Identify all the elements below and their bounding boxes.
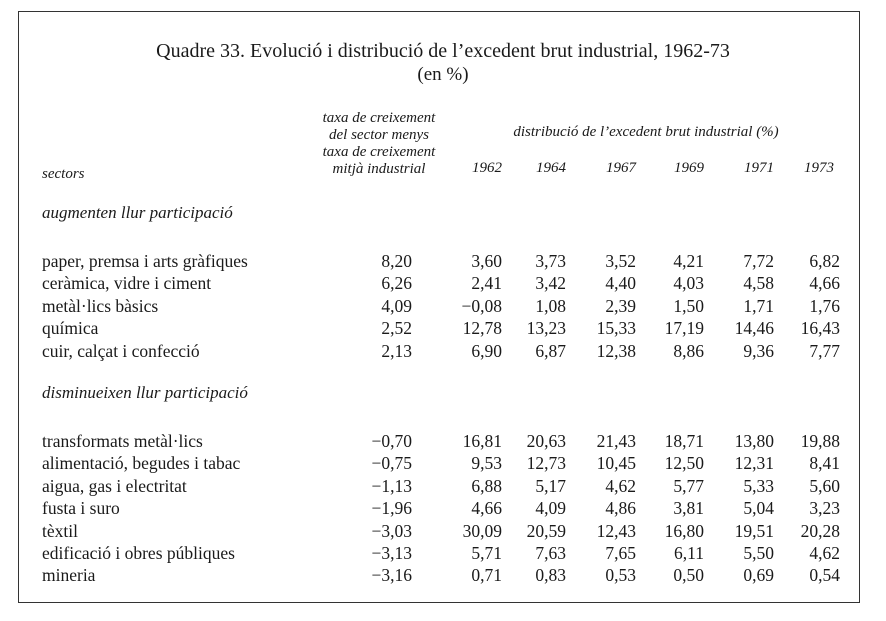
rate-header-line: taxa de creixement	[322, 110, 436, 126]
distribution-cell: 12,50	[664, 453, 704, 474]
table-row	[0, 251, 886, 273]
distribution-cell: 3,60	[471, 251, 502, 271]
distribution-cell: 1,76	[809, 295, 840, 316]
sector-name: edificació i obres públiques	[42, 543, 235, 563]
distribution-cell: 4,66	[809, 273, 840, 294]
table-row	[0, 521, 886, 543]
rate-value: 8,20	[381, 251, 412, 271]
distribution-cell: 2,39	[605, 295, 636, 316]
distribution-cell: 5,50	[743, 543, 774, 563]
distribution-cell: 4,62	[605, 475, 636, 496]
distribution-cell: 4,21	[673, 251, 704, 271]
rate-header-line: del sector menys	[329, 127, 429, 143]
rate-value: −0,70	[371, 431, 412, 451]
year-header: 1964	[536, 160, 566, 176]
distribution-cell: 16,81	[462, 431, 502, 451]
distribution-cell: 5,77	[673, 475, 704, 496]
distribution-cell: 7,65	[605, 543, 636, 563]
distribution-cell: 16,43	[800, 318, 840, 339]
rate-value: 6,26	[381, 273, 412, 294]
table-row	[0, 476, 886, 498]
distribution-cell: 9,36	[743, 340, 774, 361]
distribution-cell: 13,80	[734, 431, 774, 451]
distribution-cell: 15,33	[596, 318, 636, 339]
distribution-cell: 4,40	[605, 273, 636, 294]
distribution-cell: 5,17	[535, 475, 566, 496]
distribution-cell: 6,90	[471, 340, 502, 361]
distribution-cell: 3,23	[809, 498, 840, 519]
rate-value: 2,13	[381, 340, 412, 361]
sector-name: metàl·lics bàsics	[42, 295, 159, 316]
distribution-cell: 7,77	[809, 340, 840, 361]
sector-name: transformats metàl·lics	[42, 431, 203, 451]
table-row	[0, 543, 886, 565]
rate-value: −3,03	[371, 520, 412, 541]
distribution-cell: 14,46	[734, 318, 774, 339]
distribution-cell: 20,28	[800, 520, 840, 541]
distribution-cell: 0,83	[535, 565, 566, 586]
rate-column-header	[300, 110, 458, 178]
distribution-cell: 21,43	[596, 431, 636, 451]
rate-value: −1,96	[371, 498, 412, 519]
distribution-cell: 4,66	[471, 498, 502, 519]
distribution-cell: 5,71	[471, 543, 502, 563]
sector-name: fusta i suro	[42, 498, 120, 519]
distribution-cell: 7,72	[743, 251, 774, 271]
rate-header-line: taxa de creixement	[322, 144, 436, 160]
table-row	[0, 431, 886, 453]
table-row	[0, 453, 886, 475]
distribution-cell: 4,09	[535, 498, 566, 519]
year-header: 1967	[606, 160, 636, 176]
rate-value: −3,13	[371, 543, 412, 563]
sector-name: mineria	[42, 565, 96, 586]
distribution-cell: 10,45	[596, 453, 636, 474]
sectors-header: sectors	[42, 166, 85, 182]
rate-value: −0,75	[371, 453, 412, 474]
distribution-cell: 12,38	[596, 340, 636, 361]
distribution-cell: 6,87	[535, 340, 566, 361]
table-row	[0, 498, 886, 520]
distribution-cell: 4,62	[809, 543, 840, 563]
distribution-cell: 4,58	[743, 273, 774, 294]
sector-name: tèxtil	[42, 520, 78, 541]
distribution-cell: 18,71	[664, 431, 704, 451]
sector-name: cuir, calçat i confecció	[42, 340, 200, 361]
distribution-cell: 6,11	[674, 543, 704, 563]
distribution-cell: 4,03	[673, 273, 704, 294]
table-row	[0, 341, 886, 363]
distribution-cell: 6,88	[471, 475, 502, 496]
distribution-cell: 0,50	[673, 565, 704, 586]
table-row	[0, 296, 886, 318]
distribution-cell: 3,52	[605, 251, 636, 271]
year-header: 1971	[744, 160, 774, 176]
distribution-cell: 30,09	[462, 520, 502, 541]
table-row	[0, 565, 886, 587]
table-row	[0, 318, 886, 340]
distribution-cell: 6,82	[809, 251, 840, 271]
rate-value: 2,52	[381, 318, 412, 339]
distribution-cell: 12,78	[462, 318, 502, 339]
table-row	[0, 273, 886, 295]
sector-name: aigua, gas i electritat	[42, 475, 187, 496]
year-header: 1973	[804, 160, 834, 176]
sector-name: paper, premsa i arts gràfiques	[42, 251, 248, 271]
distribution-cell: 16,80	[664, 520, 704, 541]
distribution-cell: 9,53	[471, 453, 502, 474]
distribution-cell: 4,86	[605, 498, 636, 519]
distribution-cell: 19,51	[734, 520, 774, 541]
distribution-cell: 1,08	[535, 295, 566, 316]
distribution-cell: 5,60	[809, 475, 840, 496]
section-label: augmenten llur participació	[42, 203, 233, 222]
distribution-cell: 0,69	[743, 565, 774, 586]
distribution-cell: 19,88	[800, 431, 840, 451]
distribution-cell: 5,04	[743, 498, 774, 519]
rate-value: −3,16	[371, 565, 412, 586]
distribution-cell: 3,42	[535, 273, 566, 294]
distribution-cell: 17,19	[664, 318, 704, 339]
distribution-cell: 0,54	[809, 565, 840, 586]
distribution-cell: 20,63	[526, 431, 566, 451]
sector-name: ceràmica, vidre i ciment	[42, 273, 212, 294]
distribution-cell: 8,41	[809, 453, 840, 474]
table-title: Quadre 33. Evolució i distribució de l’excedent brut industrial, 1962-73	[156, 40, 730, 62]
distribution-cell: 7,63	[535, 543, 566, 563]
rate-value: 4,09	[381, 295, 412, 316]
rate-header-line: mitjà industrial	[332, 161, 426, 177]
distribution-cell: 5,33	[743, 475, 774, 496]
distribution-header: distribució de l’excedent brut industrial (%)	[513, 124, 779, 140]
distribution-cell: 0,53	[605, 565, 636, 586]
distribution-cell: 12,73	[526, 453, 566, 474]
rate-value: −1,13	[371, 475, 412, 496]
year-header: 1969	[674, 160, 704, 176]
distribution-cell: 3,73	[535, 251, 566, 271]
distribution-cell: 12,43	[596, 520, 636, 541]
distribution-cell: 8,86	[673, 340, 704, 361]
section-label: disminueixen llur participació	[42, 383, 248, 402]
distribution-cell: −0,08	[461, 295, 502, 316]
distribution-cell: 3,81	[673, 498, 704, 519]
distribution-cell: 20,59	[526, 520, 566, 541]
sector-name: química	[42, 318, 99, 339]
distribution-cell: 1,71	[743, 295, 774, 316]
distribution-cell: 12,31	[734, 453, 774, 474]
distribution-cell: 1,50	[673, 295, 704, 316]
distribution-cell: 13,23	[526, 318, 566, 339]
table-subtitle: (en %)	[417, 64, 469, 85]
distribution-cell: 2,41	[471, 273, 502, 294]
sector-name: alimentació, begudes i tabac	[42, 453, 241, 474]
year-header: 1962	[472, 160, 502, 176]
distribution-cell: 0,71	[471, 565, 502, 586]
